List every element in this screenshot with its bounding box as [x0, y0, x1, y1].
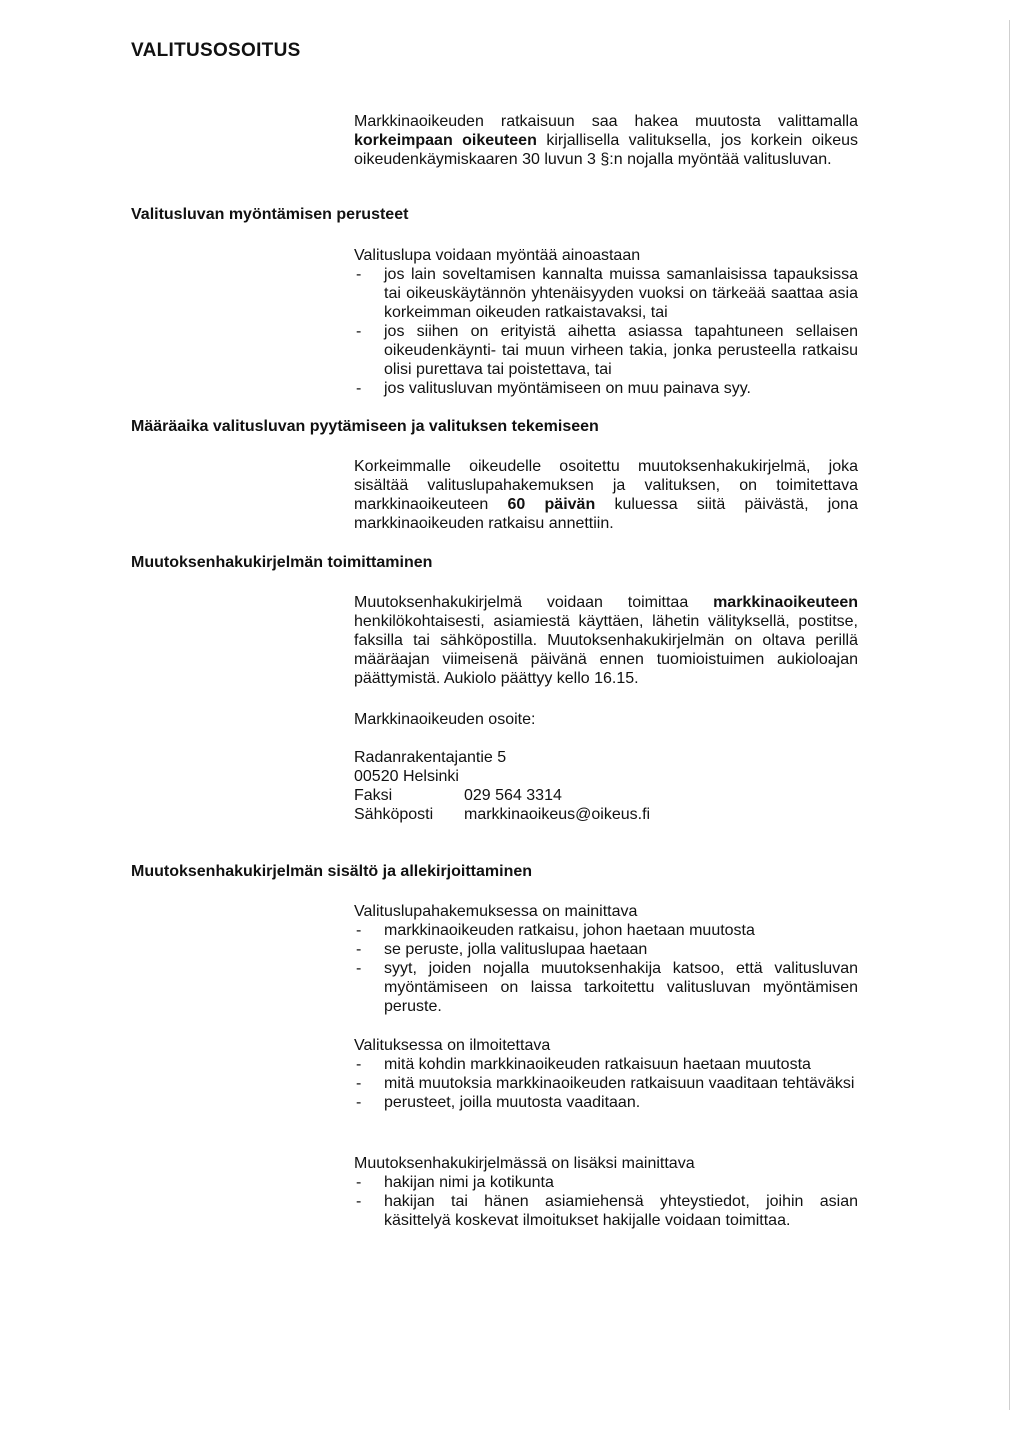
- email-label: Sähköposti: [354, 806, 434, 823]
- appeal-grounds-block: [354, 246, 858, 398]
- list-item: - se peruste, jolla valituslupaa haetaan: [354, 940, 858, 959]
- list-item: - mitä kohdin markkinaoikeuden ratkaisuun haetaan muutosta: [354, 1055, 858, 1074]
- list-item: - hakijan nimi ja kotikunta: [354, 1173, 858, 1192]
- contents-group-additional: [354, 1154, 858, 1230]
- address-street: Radanrakentajantie 5: [354, 749, 507, 766]
- list-item: - mitä muutoksia markkinaoikeuden ratkaisuun vaaditaan tehtäväksi: [354, 1074, 858, 1093]
- list-item: - perusteet, joilla muutosta vaaditaan.: [354, 1093, 858, 1112]
- section-heading-appeal-grounds: Valitusluvan myöntämisen perusteet: [131, 206, 409, 223]
- delivery-paragraph: [354, 593, 858, 688]
- deadline-bold-text: 60 päivän: [507, 496, 596, 513]
- intro-text-end: kirjallisella valituksella, jos korkein oikeus oikeudenkäymiskaaren 30 luvun 3 §:n nojalla myöntää valitusluvan.: [354, 132, 859, 168]
- deadline-text-start: Korkeimmalle oikeudelle osoitettu muutoksenhakukirjelmä, joka sisältää valituslupahakemuksen ja valituksen, on toimitettava markkinaoikeuteen: [354, 458, 858, 513]
- list-item: - jos siihen on erityistä aihetta asiassa tapahtuneen sellaisen oikeudenkäynti- tai muun virheen takia, jonka perusteella ratkaisu olisi purettava tai poistettava, tai: [354, 322, 858, 379]
- list-item: - jos lain soveltamisen kannalta muissa samanlaisissa tapauksissa tai oikeuskäytännön yhtenäisyyden vuoksi on tärkeää saattaa asia korkeimman oikeuden ratkaistavaksi, tai: [354, 265, 858, 322]
- document-title: VALITUSOSOITUS: [131, 40, 301, 61]
- email-address: markkinaoikeus@oikeus.fi: [464, 806, 651, 823]
- fax-number: 029 564 3314: [464, 787, 562, 804]
- address-label: Markkinaoikeuden osoite:: [354, 711, 536, 728]
- list-item: - jos valitusluvan myöntämiseen on muu painava syy.: [354, 379, 858, 398]
- intro-text-start: Markkinaoikeuden ratkaisuun saa hakea muutosta valittamalla: [354, 113, 858, 130]
- deadline-paragraph: [354, 457, 858, 533]
- delivery-text-end: henkilökohtaisesti, asiamiestä käyttäen, lähetin välityksellä, postitse, faksilla tai sähköpostilla. Muutoksenhakukirjelmän on oltava perillä määräajan viimeisenä päivänä ennen tuomioistuimen aukioloajan päättymistä. Aukiolo päättyy kello 16.15.: [354, 613, 858, 687]
- list-item: - markkinaoikeuden ratkaisu, johon haetaan muutosta: [354, 921, 858, 940]
- section-heading-delivery: Muutoksenhakukirjelmän toimittaminen: [131, 554, 433, 571]
- address-city: 00520 Helsinki: [354, 768, 459, 785]
- intro-paragraph: [354, 112, 858, 169]
- appeal-grounds-list: [354, 265, 858, 398]
- group-lead: Valituksessa on ilmoitettava: [354, 1037, 551, 1054]
- fax-label: Faksi: [354, 787, 393, 804]
- email-row: [354, 805, 858, 824]
- section-heading-deadline: Määräaika valitusluvan pyytämiseen ja valituksen tekemiseen: [131, 418, 599, 435]
- delivery-text-start: Muutoksenhakukirjelmä voidaan toimittaa: [354, 594, 689, 611]
- deadline-text-end: kuluessa siitä päivästä, jona markkinaoikeuden ratkaisu annettiin.: [354, 496, 858, 532]
- application-list: [354, 921, 858, 1016]
- appeal-list: [354, 1055, 858, 1112]
- group-lead: Valituslupahakemuksessa on mainittava: [354, 903, 638, 920]
- fax-row: [354, 786, 858, 805]
- additional-list: [354, 1173, 858, 1230]
- page-edge-line: [1009, 20, 1010, 1410]
- appeal-grounds-lead: Valituslupa voidaan myöntää ainoastaan: [354, 247, 641, 264]
- list-item: - hakijan tai hänen asiamiehensä yhteystiedot, joihin asian käsittelyä koskevat ilmoitukset hakijalle voidaan toimittaa.: [354, 1192, 858, 1230]
- contents-group-application: [354, 902, 858, 1016]
- section-heading-contents: Muutoksenhakukirjelmän sisältö ja allekirjoittaminen: [131, 863, 533, 880]
- contents-group-appeal: [354, 1036, 858, 1112]
- group-lead: Muutoksenhakukirjelmässä on lisäksi mainittava: [354, 1155, 695, 1172]
- list-item: - syyt, joiden nojalla muutoksenhakija katsoo, että valitusluvan myöntämiseen on laissa tarkoitettu valitusluvan myöntämisen peruste.: [354, 959, 858, 1016]
- address-block: [354, 748, 858, 824]
- intro-bold-text: korkeimpaan oikeuteen: [354, 132, 537, 149]
- delivery-bold-text: markkinaoikeuteen: [713, 594, 859, 611]
